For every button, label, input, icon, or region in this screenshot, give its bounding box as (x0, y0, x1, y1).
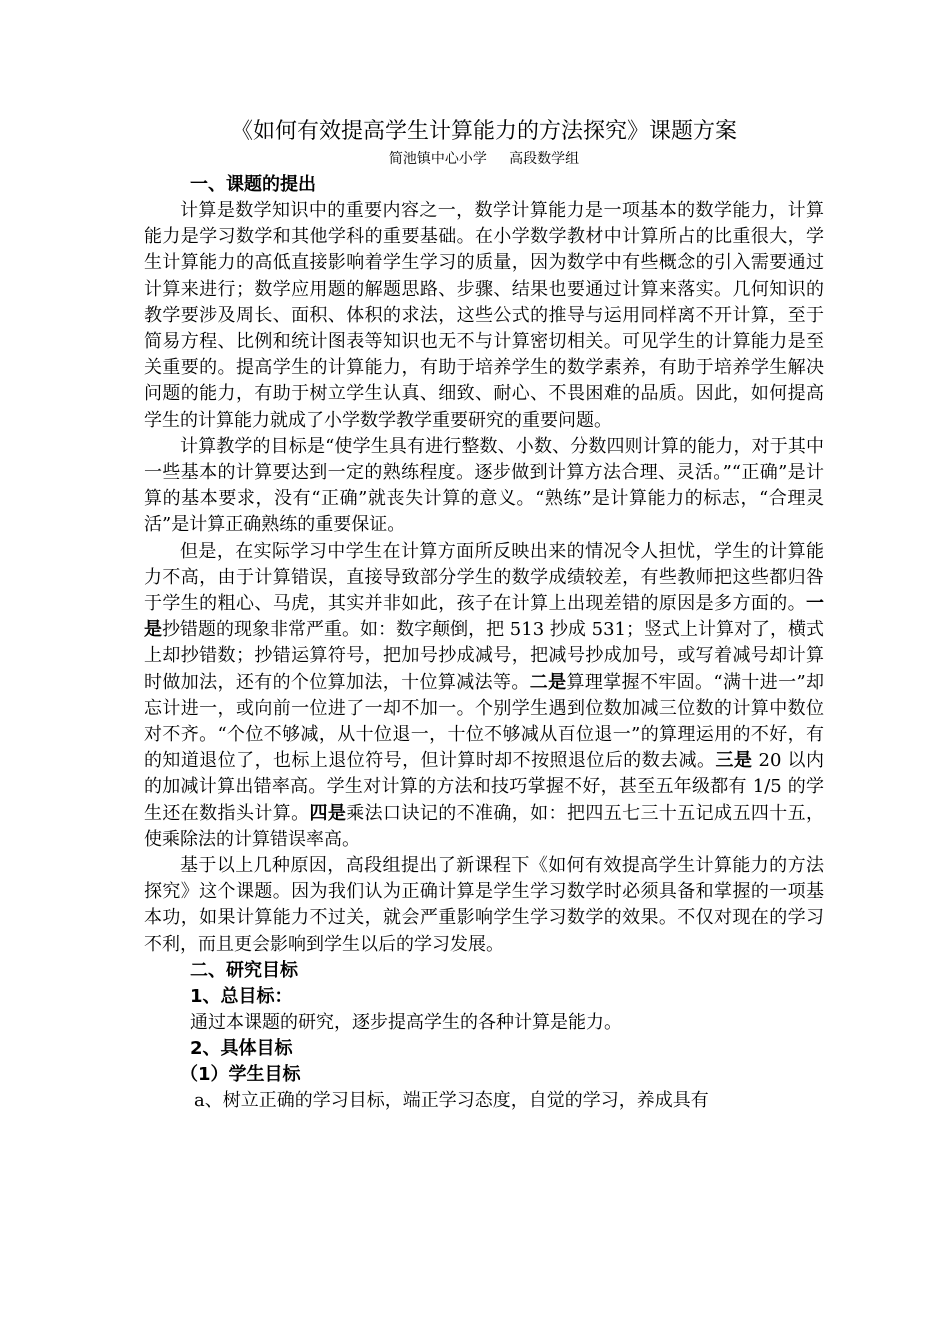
goal-1-heading: 1、总目标： (190, 985, 293, 1007)
section-heading-1: 一、课题的提出 (190, 174, 316, 195)
document-page (144, 118, 824, 1114)
paragraph-2: 计算教学的目标是“使学生具有进行整数、小数、分数四则计算的能力，对于其中一些基本的计算要达到一定的熟练程度。逐步做到计算方法合理、灵活。”“正确”是计算的基本要求，没有“正确”就丧失计算的意义。“熟练”是计算能力的标志，“合理灵活”是计算正确熟练的重要保证。 (144, 435, 824, 536)
bold-marker-4: 四是 (309, 802, 347, 824)
document-subtitle: 简池镇中心小学 高段数学组 (388, 151, 580, 167)
goal-1-text: 通过本课题的研究，逐步提高学生的各种计算是能力。 (190, 1011, 622, 1033)
bold-marker-1: 一是 (144, 593, 824, 641)
paragraph-1: 计算是数学知识中的重要内容之一，数学计算能力是一项基本的数学能力，计算能力是学习数学和其他学科的重要基础。在小学数学教材中计算所占的比重很大，学生计算能力的高低直接影响着学生学习的质量，因为数学中有些概念的引入需要通过计算来进行；数学应用题的解题思路、步骤、结果也要通过计算来落实。几何知识的教学要涉及周长、面积、体积的求法，这些公式的推导与运用同样离不开计算，至于简易方程、比例和统计图表等知识也无不与计算密切相关。可见学生的计算能力是至关重要的。提高学生的计算能力，有助于培养学生的数学素养，有助于培养学生解决问题的能力，有助于树立学生认真、细致、耐心、不畏困难的品质。因此，如何提高学生的计算能力就成了小学数学教学重要研究的重要问题。 (144, 200, 824, 431)
bold-marker-3: 三是 (715, 750, 753, 772)
paragraph-3-text-a: 但是，在实际学习中学生在计算方面所反映出来的情况令人担忧，学生的计算能力不高，由于计算错误，直接导致部分学生的数学成绩较差，有些教师把这些都归咎于学生的粗心、马虎，其实并非如此，孩子在计算上出现差错的原因是多方面的。 (144, 540, 824, 615)
paragraph-3-text-e: 20 以内的加减计算出错率高。学生对计算的方法和技巧掌握不好，甚至五年级都有 1/5 的学生还在数指头计算。 (144, 750, 824, 824)
goal-2-subheading: （1）学生目标 (180, 1063, 301, 1085)
goal-2-item-a: a、树立正确的学习目标，端正学习态度，自觉的学习，养成具有 (194, 1089, 709, 1111)
section-heading-2: 二、研究目标 (190, 959, 298, 981)
goal-2-heading: 2、具体目标 (190, 1037, 293, 1059)
document-title: 《如何有效提高学生计算能力的方法探究》课题方案 (230, 119, 737, 144)
paragraph-3 (144, 539, 824, 853)
paragraph-3-text-d: 算理掌握不牢固。“满十进一”却忘计进一，或向前一位进了一却不加一。个别学生遇到位数加减三位数的计算中数位对不齐。“个位不够减，从十位退一，十位不够减从百位退一”的算理运用的不好，有的知道退位了，也标上退位符号，但计算时却不按照退位后的数去减。 (144, 671, 825, 772)
bold-marker-2: 二是 (529, 671, 567, 693)
paragraph-3-text-c: 抄错题的现象非常严重。如：数字颠倒，把 513 抄成 531；竖式上计算对了，横式上却抄错数；抄错运算符号，把加号抄成减号，把减号抄成加号，或写着减号却计算时做加法，还有的个位算加法，十位算减法等。 (144, 619, 825, 693)
paragraph-3-text-f: 乘法口诀记的不准确，如：把四五七三十五记成五四十五，使乘除法的计算错误率高。 (144, 802, 825, 850)
paragraph-4: 基于以上几种原因，高段组提出了新课程下《如何有效提高学生计算能力的方法探究》这个课题。因为我们认为正确计算是学生学习数学时必须具备和掌握的一项基本功，如果计算能力不过关，就会严重影响学生学习数学的效果。不仅对现在的学习不利，而且更会影响到学生以后的学习发展。 (144, 855, 824, 955)
